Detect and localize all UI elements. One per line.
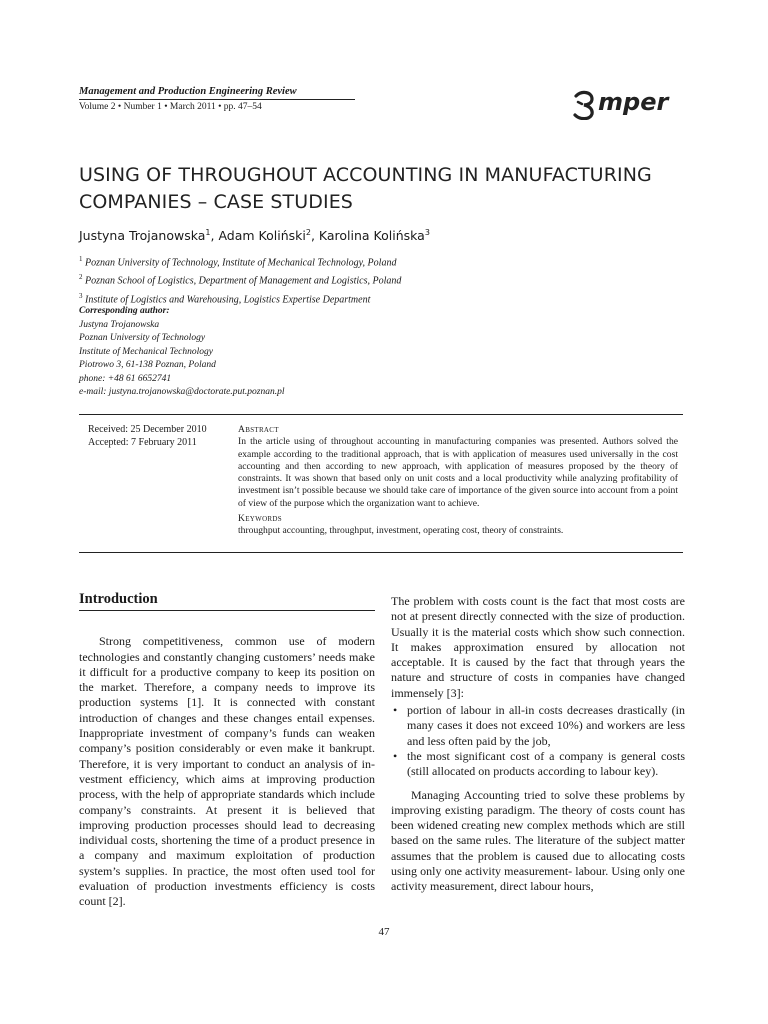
affiliation-mark: 1 <box>79 255 83 263</box>
author-list: Justyna Trojanowska$^1$, Adam Koliński$^2$, Karolina Kolińska$^3$ <box>79 228 430 244</box>
keywords-text: throughput accounting, throughput, investment, operating cost, theory of constraints. <box>238 525 564 537</box>
abstract-block <box>238 424 678 538</box>
affiliation <box>79 252 401 270</box>
logo-text: mper <box>598 88 669 116</box>
keywords-heading: Keywords <box>238 513 282 525</box>
affiliation-text: Institute of Logistics and Warehousing, Logistics Expertise Department <box>85 293 371 305</box>
author-name: Karolina Kolińska <box>318 228 425 244</box>
list-item: • the most significant cost of a company is general costs (still allocated on products according to labour key). <box>391 749 685 780</box>
mper-logo-icon <box>572 88 598 120</box>
author-affil-mark: 3 <box>424 228 430 237</box>
journal-name: Management and Production Engineering Review <box>79 86 355 100</box>
bullet-list <box>391 703 685 779</box>
body-paragraph: Strong competitiveness, common use of modern technologies and constantly changing customers’ needs make it difficult for a productive company to keep its position on the market. Therefore, a company needs to improve its production systems [1]. It is connected with constant introduction of changes and these changes entail expenses. Inappropriate investment of company’s funds can weaken company’s position considerably or even make it bankrupt. Therefore, it is very important to conduct an analysis of investment efficiency, which aims at improving production process, with the help of appropriate standards which include company’s constraints. At present it is believed that improving production processes should lead to decreasing individual costs, shortening the time of a product presence in a company and maximum exploitation of production system’s supplies. In practice, the most often used tool for evaluation of production investments efficiency is costs count [2]. <box>79 634 375 909</box>
abstract-heading: Abstract <box>238 424 279 435</box>
body-paragraph: The problem with costs count is the fact that most costs are not at present directly connected with the size of production. Usually it is the material costs which show such connection. It makes approximation ensured by allocation not acceptable. It is caused by the fact that through years the nature and structure of costs in companies have changed immensely [3]: <box>391 594 685 700</box>
corresponding-line: Piotrowo 3, 61-138 Poznan, Poland <box>79 360 216 370</box>
corresponding-line: phone: +48 61 6652741 <box>79 373 172 384</box>
journal-issue-info: Volume 2 • Number 1 • March 2011 • pp. 47–54 <box>79 102 262 112</box>
page-number: 47 <box>378 926 390 938</box>
paper-title: USING OF THROUGHOUT ACCOUNTING IN MANUFACTURING COMPANIES – CASE STUDIES <box>79 164 652 213</box>
author-affil-mark: 1 <box>205 228 211 237</box>
corresponding-line: Institute of Mechanical Technology <box>79 346 213 357</box>
author-name: Adam Koliński <box>218 228 306 244</box>
corresponding-author-block <box>79 305 285 400</box>
author-affil-mark: 2 <box>305 228 311 237</box>
affiliations <box>79 252 401 307</box>
article-dates <box>88 424 207 449</box>
journal-header <box>79 86 355 112</box>
abstract-text: In the article using of throughout accounting in manufacturing companies was presented. Authors solved the example according to the traditional approach, that is with application of measures used universally in the cost accounting and then according to new approach, with application of measures proposed by the theory of constraints. It was shown that based only on unit costs and a local productivity while analyzing profitability of investment isn’t possible because we should take care of importance of the given source into account from a point of view of the purpose which the organization want to achieve. <box>238 436 678 509</box>
corresponding-line: Poznan University of Technology <box>79 333 206 343</box>
list-item: • portion of labour in all-in costs decreases drastically (in many cases it does not exceed 10%) and workers are less and less often paid by the job, <box>391 703 685 749</box>
body-paragraph: Managing Accounting tried to solve these problems by improving existing paradigm. The theory of costs count has been widened creating new complex methods which are still based on the same rules. The literature of the subject matter assumes that the problem is caused due to allocating costs using only one activity measurement- labour. Using only one activity measurement, direct labour hours, <box>391 787 685 894</box>
author-name: Justyna Trojanowska <box>79 228 206 244</box>
affiliation-text: Poznan University of Technology, Institute of Mechanical Technology, Poland <box>85 257 397 269</box>
affiliation-mark: 3 <box>79 291 83 300</box>
received-date: Received: 25 December 2010 <box>88 424 207 435</box>
left-column <box>79 592 375 910</box>
abstract-bottom-rule <box>79 552 683 553</box>
right-column <box>391 594 685 895</box>
section-heading-introduction: Introduction <box>79 592 375 611</box>
abstract-top-rule <box>79 414 683 415</box>
journal-logo <box>572 84 684 124</box>
affiliation-mark: 2 <box>79 273 83 282</box>
affiliation <box>79 270 401 288</box>
corresponding-email: e-mail: justyna.trojanowska@doctorate.put.poznan.pl <box>79 387 285 397</box>
accepted-date: Accepted: 7 February 2011 <box>88 436 197 448</box>
corresponding-line: Justyna Trojanowska <box>79 319 160 330</box>
affiliation-text: Poznan School of Logistics, Department of Management and Logistics, Poland <box>85 275 402 287</box>
corresponding-author-heading: Corresponding author: <box>79 306 170 316</box>
